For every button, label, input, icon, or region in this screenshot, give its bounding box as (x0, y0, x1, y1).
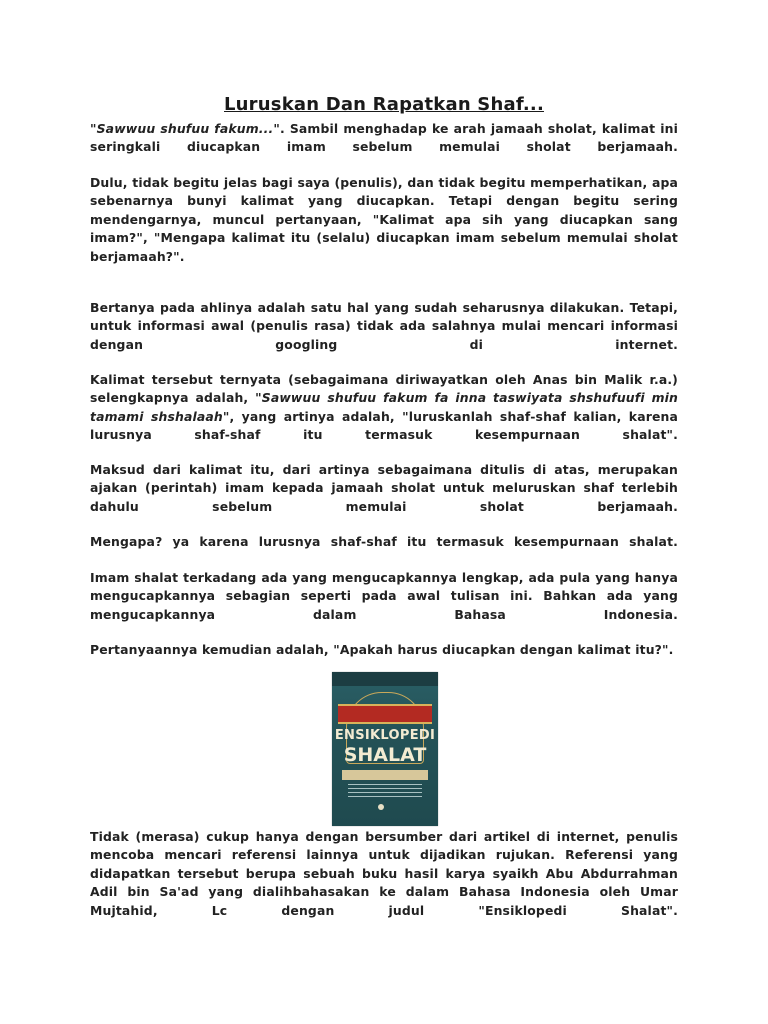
book-title-line-2: SHALAT (343, 744, 427, 766)
paragraph-4 (90, 371, 678, 445)
book-cover-image (332, 672, 438, 826)
paragraph-9: Tidak (merasa) cukup hanya dengan bersumber dari artikel di internet, penulis mencoba mencari referensi lainnya untuk dijadikan rujukan. Referensi yang didapatkan tersebut berupa sebuah buku hasil karya syaikh Abu Abdurrahman Adil bin Sa'ad yang dialihbahasakan ke dalam Bahasa Indonesia oleh Umar Mujtahid, Lc dengan judul "Ensiklopedi Shalat". (90, 829, 678, 918)
paragraph-3: Bertanya pada ahlinya adalah satu hal yang sudah seharusnya dilakukan. Tetapi, untuk informasi awal (penulis rasa) tidak ada salahnya mulai mencari informasi dengan googling di internet. (90, 300, 678, 352)
opening-quote: "Sawwuu shufuu fakum..." (90, 121, 280, 136)
hadith-quote: "Sawwuu shufuu fakum fa inna taswiyata shshufuufi min tamami shshalaah" (90, 390, 679, 424)
paragraph-4-intro: Kalimat tersebut ternyata (sebagaimana diriwayatkan oleh Anas bin Malik r.a.) selengkapnya adalah, (90, 372, 678, 406)
paragraph-1 (90, 120, 678, 157)
page-title: Luruskan Dan Rapatkan Shaf... (224, 94, 544, 115)
paragraph-1-text: . Sambil menghadap ke arah jamaah sholat, kalimat ini seringkali diucapkan imam sebelum memulai sholat berjamaah. (90, 121, 678, 155)
paragraph-2: Dulu, tidak begitu jelas bagi saya (penulis), dan tidak begitu memperhatikan, apa sebenarnya bunyi kalimat yang diucapkan. Tetapi dengan begitu sering mendengarnya, muncul pertanyaan, "Kalimat apa sih yang diucapkan sang imam?", "Mengapa kalimat itu (selalu) diucapkan imam sebelum memulai sholat berjamaah?". (90, 175, 678, 264)
paragraph-7: Imam shalat terkadang ada yang mengucapkannya lengkap, ada pula yang hanya mengucapkannya sebagian seperti pada awal tulisan ini. Bahkan ada yang mengucapkannya dalam Bahasa Indonesia. (90, 570, 678, 622)
paragraph-6: Mengapa? ya karena lurusnya shaf-shaf itu termasuk kesempurnaan shalat. (90, 534, 678, 549)
paragraph-4-meaning: , yang artinya adalah, "luruskanlah shaf-shaf kalian, karena lurusnya shaf-shaf itu termasuk kesempurnaan shalat". (90, 408, 678, 443)
paragraph-5: Maksud dari kalimat itu, dari artinya sebagaimana ditulis di atas, merupakan ajakan (perintah) imam kepada jamaah sholat untuk meluruskan shaf terlebih dahulu sebelum memulai sholat berjamaah. (90, 462, 678, 514)
book-title-line-1: ENSIKLOPEDI (334, 728, 436, 743)
paragraph-8: Pertanyaannya kemudian adalah, "Apakah harus diucapkan dengan kalimat itu?". (90, 642, 674, 657)
